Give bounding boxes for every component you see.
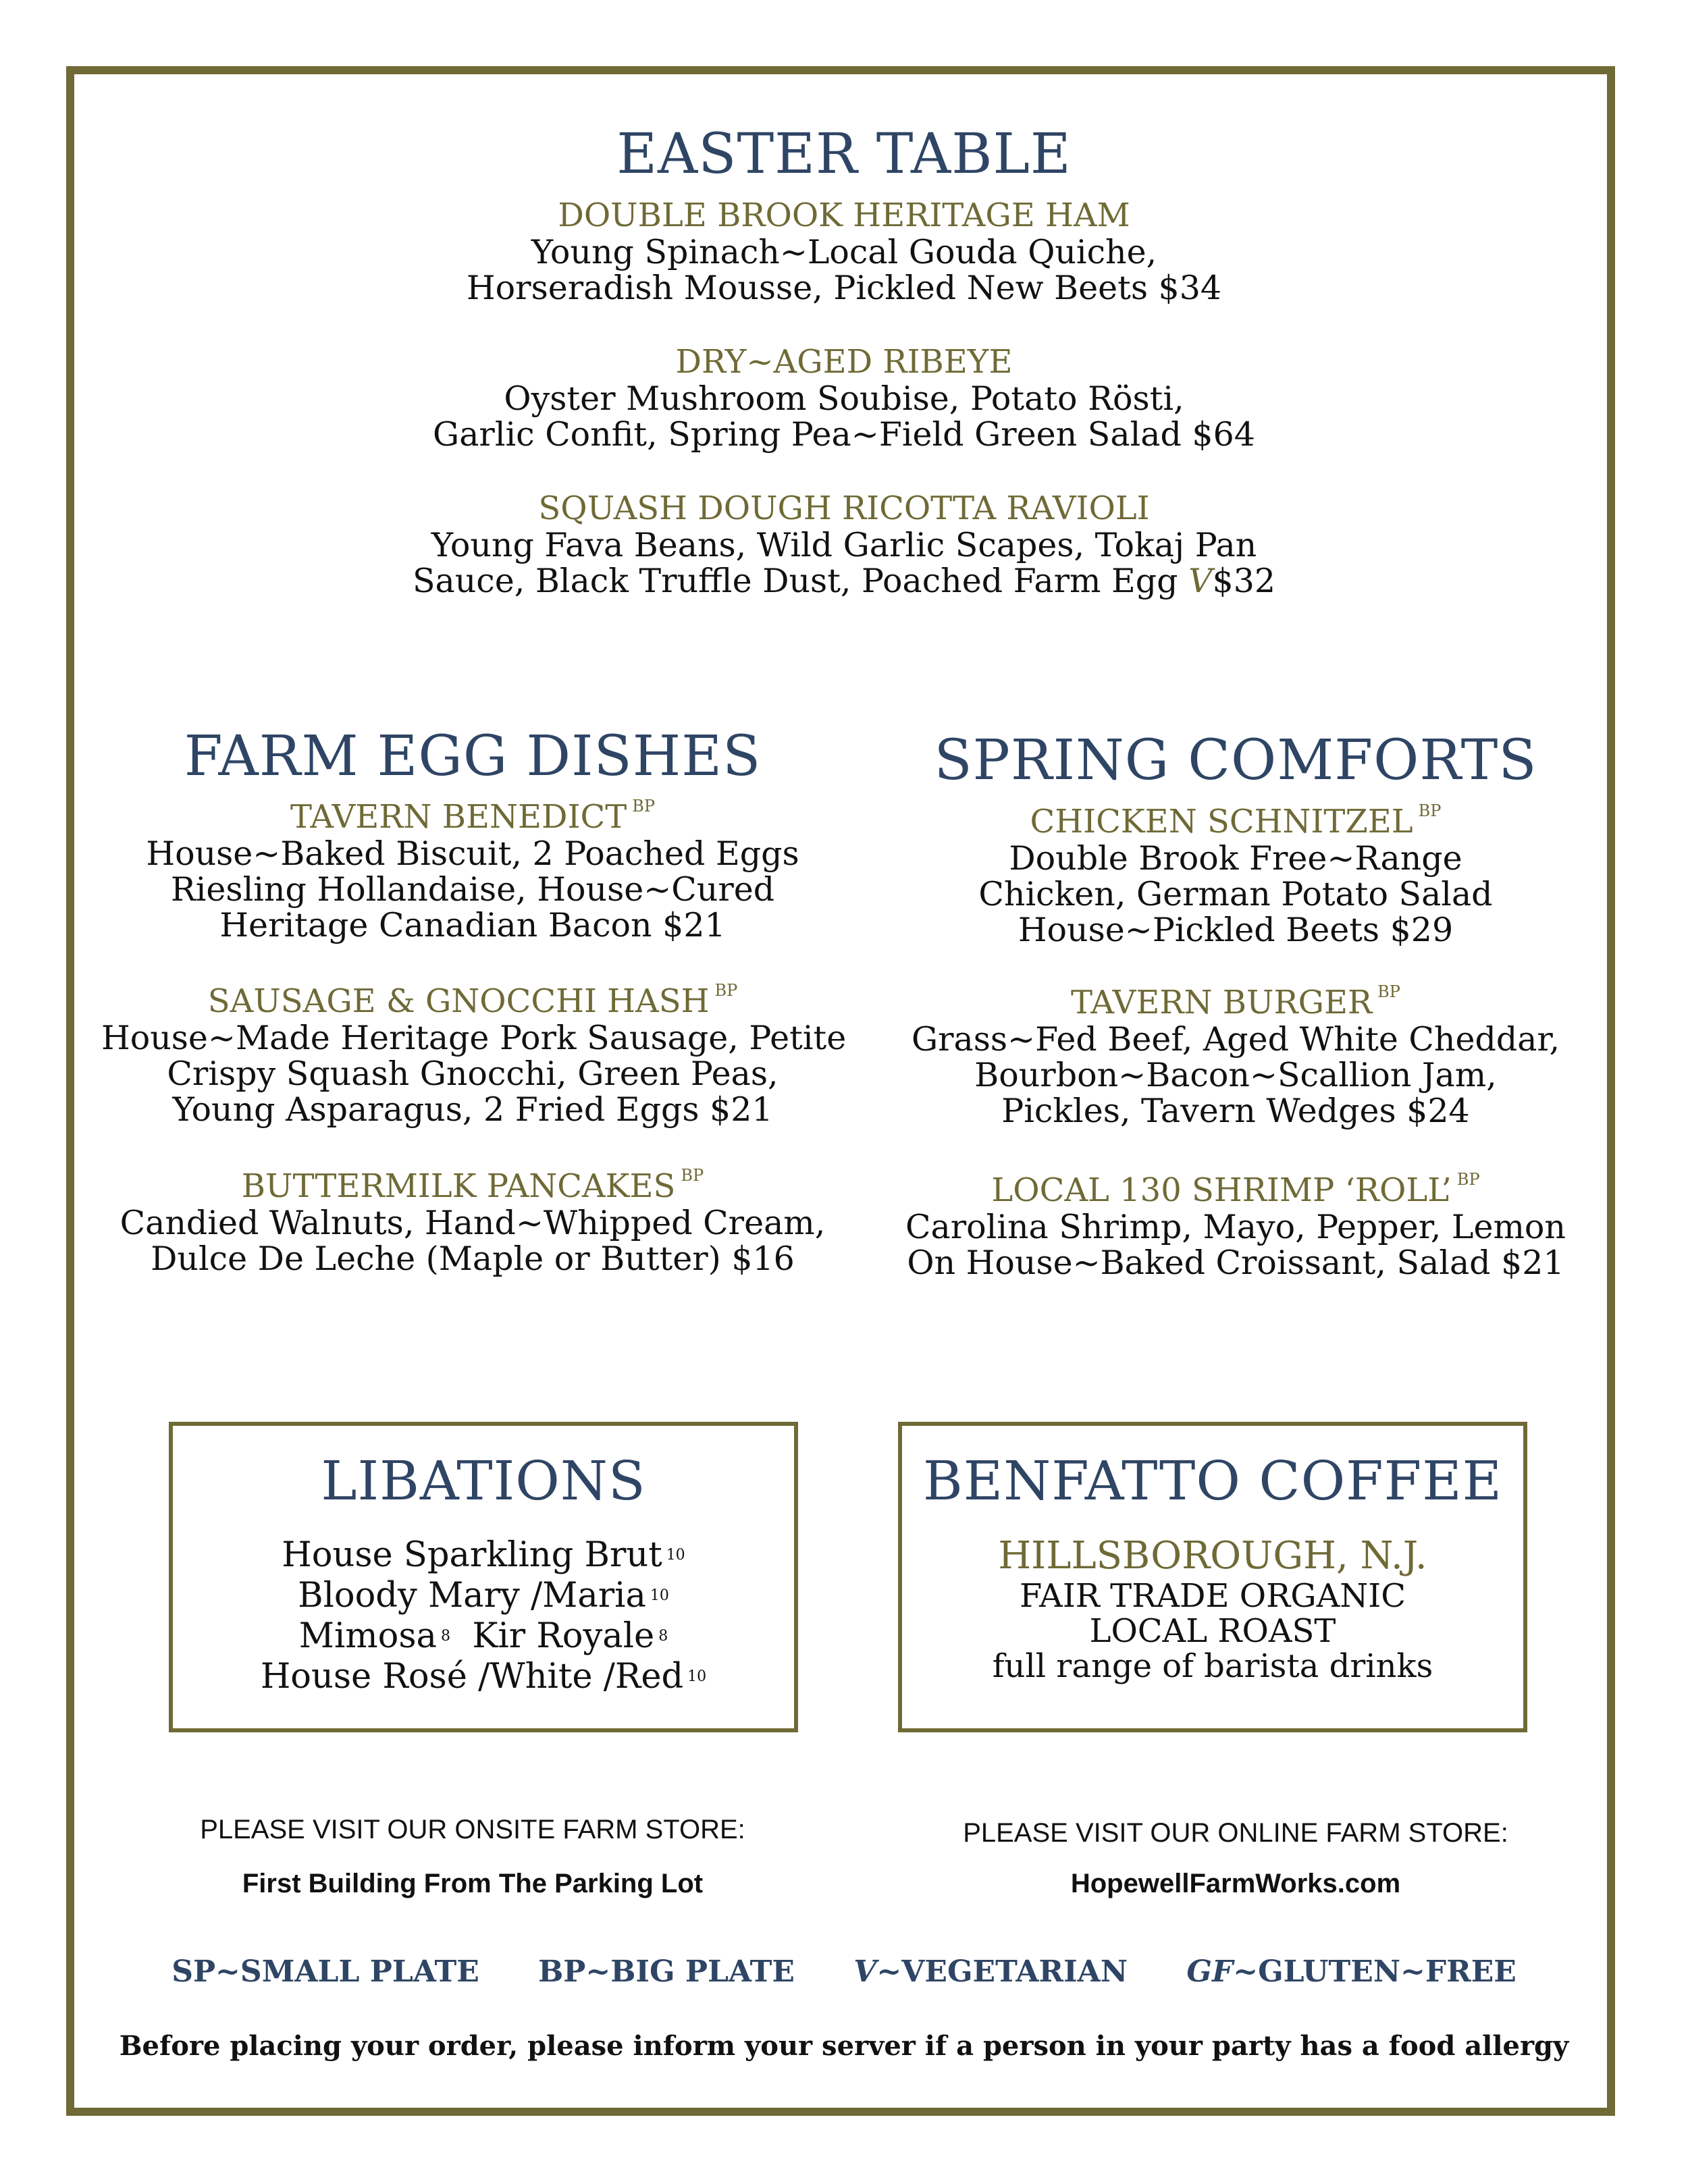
libations-title: LIBATIONS	[321, 1449, 646, 1512]
desc-line-with-mark	[0, 563, 1688, 599]
item-name: SAUSAGE & GNOCCHI HASH $^{BP}$	[207, 981, 738, 1020]
desc-line: Chicken, German Potato Salad	[978, 875, 1493, 914]
desc-line: Young Fava Beans, Wild Garlic Scapes, Tokaj Pan	[431, 526, 1257, 565]
desc-line: Pickles, Tavern Wedges $24	[1001, 1092, 1470, 1131]
onsite-store-label: PLEASE VISIT OUR ONSITE FARM STORE:	[200, 1815, 745, 1844]
big-plate-tag: BP	[714, 981, 738, 1000]
legend-gluten-free: GF~GLUTEN~FREE	[1186, 1954, 1516, 1989]
coffee-box	[898, 1422, 1527, 1732]
libations-list	[173, 1535, 794, 1697]
coffee-details	[902, 1578, 1523, 1684]
desc-line: Oyster Mushroom Soubise, Potato Rösti,	[504, 379, 1184, 419]
spring-item-burger	[864, 984, 1607, 1129]
item-name: BUTTERMILK PANCAKES $^{BP}$	[241, 1166, 704, 1205]
desc-line: Dulce De Leche (Maple or Butter) $16	[151, 1240, 795, 1279]
libation-line: House Sparkling Brut $^{10}$	[282, 1535, 685, 1575]
desc-line: Garlic Confit, Spring Pea~Field Green Salad $64	[433, 415, 1255, 454]
desc-line: House~Pickled Beets $29	[1018, 911, 1454, 950]
farm-egg-item-pancakes	[101, 1168, 844, 1277]
online-store-link[interactable]: HopewellFarmWorks.com	[1070, 1869, 1401, 1898]
item-name: TAVERN BENEDICT $^{BP}$	[290, 797, 656, 836]
big-plate-tag: BP	[632, 797, 656, 816]
libation-price: 8	[658, 1628, 668, 1645]
easter-item-ravioli	[0, 490, 1688, 599]
item-name: DOUBLE BROOK HERITAGE HAM	[558, 196, 1130, 234]
legend-vegetarian: V~VEGETARIAN	[853, 1954, 1128, 1989]
allergy-notice: Before placing your order, please inform your server if a person in your party has a food allergy	[119, 2030, 1569, 2062]
desc-line: Riesling Hollandaise, House~Cured	[170, 870, 775, 909]
item-description	[864, 1021, 1607, 1129]
desc-line: Carolina Shrimp, Mayo, Pepper, Lemon	[905, 1208, 1566, 1247]
big-plate-tag: BP	[1418, 801, 1442, 820]
item-name: CHICKEN SCHNITZEL $^{BP}$	[1030, 801, 1442, 841]
desc-line: On House~Baked Croissant, Salad $21	[907, 1244, 1564, 1283]
desc-line: Horseradish Mousse, Pickled New Beets $34	[466, 269, 1222, 308]
item-description	[864, 1209, 1607, 1281]
libation-price: 8	[440, 1628, 450, 1645]
item-description	[0, 527, 1688, 599]
item-name: SQUASH DOUGH RICOTTA RAVIOLI	[538, 489, 1150, 527]
legend-small-plate: SP~SMALL PLATE	[172, 1954, 479, 1989]
desc-line: Heritage Canadian Bacon $21	[219, 906, 726, 945]
item-name: LOCAL 130 SHRIMP ‘ROLL’ $^{BP}$	[991, 1170, 1480, 1209]
coffee-line: LOCAL ROAST	[1089, 1612, 1336, 1650]
desc-line: Young Asparagus, 2 Fried Eggs $21	[172, 1090, 773, 1129]
item-description	[864, 841, 1607, 948]
desc-line: Bourbon~Bacon~Scallion Jam,	[974, 1056, 1497, 1095]
spring-comforts-title: SPRING COMFORTS	[934, 728, 1537, 793]
desc-line: Grass~Fed Beef, Aged White Cheddar,	[911, 1020, 1560, 1059]
desc-line: Young Spinach~Local Gouda Quiche,	[531, 233, 1157, 272]
coffee-line: FAIR TRADE ORGANIC	[1020, 1577, 1406, 1615]
libations-box	[169, 1422, 798, 1732]
desc-line: Double Brook Free~Range	[1009, 839, 1462, 878]
plate-legend	[0, 1954, 1688, 1989]
big-plate-tag: BP	[1456, 1170, 1480, 1189]
item-description	[101, 1205, 844, 1277]
spring-item-schnitzel	[864, 803, 1607, 948]
item-price: $32	[1212, 562, 1276, 601]
farm-egg-item-benedict	[101, 799, 844, 943]
legend-big-plate: BP~BIG PLATE	[538, 1954, 795, 1989]
item-description	[0, 381, 1688, 452]
coffee-line: full range of barista drinks	[992, 1647, 1433, 1685]
desc-line: Crispy Squash Gnocchi, Green Peas,	[167, 1055, 779, 1094]
easter-item-ribeye	[0, 344, 1688, 452]
easter-table-title: EASTER TABLE	[616, 122, 1072, 186]
item-description	[101, 836, 844, 943]
item-name: DRY~AGED RIBEYE	[675, 343, 1013, 381]
farm-egg-item-hash	[101, 981, 847, 1129]
libation-price: 10	[687, 1668, 707, 1685]
libation-line: House Rosé /White /Red $^{10}$	[260, 1657, 707, 1697]
desc-line: House~Made Heritage Pork Sausage, Petite	[101, 1019, 847, 1058]
onsite-store-detail: First Building From The Parking Lot	[242, 1869, 704, 1898]
libation-price: 10	[666, 1547, 685, 1564]
item-description	[101, 1019, 847, 1129]
desc-line: House~Baked Biscuit, 2 Poached Eggs	[146, 834, 799, 874]
item-description	[0, 234, 1688, 306]
vegetarian-mark: V	[1188, 562, 1213, 601]
online-store-label: PLEASE VISIT OUR ONLINE FARM STORE:	[963, 1818, 1508, 1848]
libation-line: Mimosa $^8$ Kir Royale $^8$	[298, 1616, 668, 1656]
libation-price: 10	[650, 1587, 669, 1604]
spring-item-shrimp-roll	[864, 1172, 1607, 1281]
item-name: TAVERN BURGER $^{BP}$	[1071, 982, 1400, 1021]
coffee-location: HILLSBOROUGH, N.J.	[998, 1534, 1427, 1578]
easter-item-ham	[0, 197, 1688, 306]
big-plate-tag: BP	[1377, 982, 1400, 1001]
big-plate-tag: BP	[681, 1166, 704, 1185]
desc-line: Candied Walnuts, Hand~Whipped Cream,	[120, 1204, 826, 1243]
coffee-title: BENFATTO COFFEE	[923, 1449, 1502, 1512]
desc-line: Sauce, Black Truffle Dust, Poached Farm Egg	[412, 562, 1178, 601]
libation-line: Bloody Mary /Maria $^{10}$	[298, 1576, 669, 1616]
farm-egg-title: FARM EGG DISHES	[184, 724, 762, 789]
